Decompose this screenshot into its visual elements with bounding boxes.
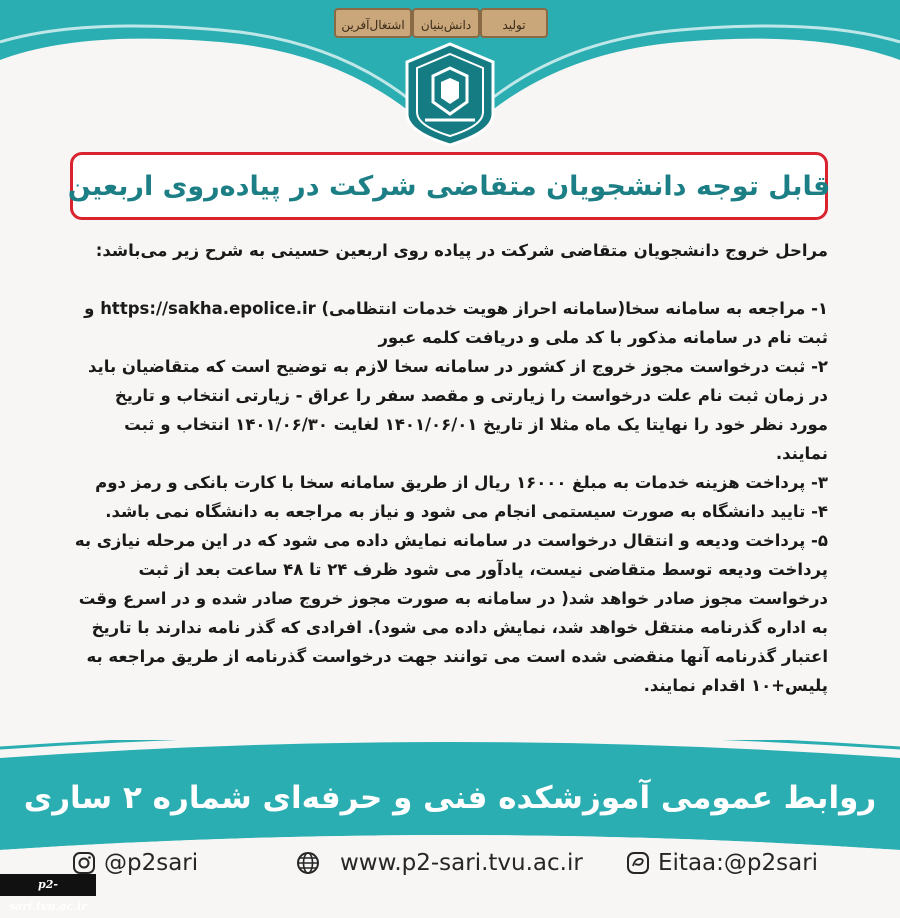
- intro-text: مراحل خروج دانشجویان متقاضی شرکت در پیاده روی اربعین حسینی به شرح زیر می‌باشد:: [95, 241, 828, 260]
- header-tag-production: تولید: [480, 8, 548, 38]
- step-2: ۲- ثبت درخواست مجوز خروج از کشور در سامانه سخا لازم به توضیح است که متقاضیان باید در زمان ثبت نام علت درخواست را زیارتی و مقصد سفر را عراق - زیارتی انتخاب و تاریخ مورد نظر خود را نهایتا یک ماه مثلا از تاریخ ۱۴۰۱/۰۶/۰۱ لغایت ۱۴۰۱/۰۶/۳۰ انتخاب و ثبت نمایند.: [88, 357, 828, 463]
- globe-icon: [296, 851, 320, 875]
- step-1-line-1: ۱- مراجعه به سامانه سخا(سامانه احراز هویت خدمات انتظامی) https://sakha.epolice.ir و: [84, 299, 828, 318]
- footer-title: روابط عمومی آموزشکده فنی و حرفه‌ای شماره ۲ ساری: [23, 780, 877, 816]
- announcement-title-box: [67, 152, 831, 220]
- announcement-body: [72, 236, 828, 700]
- step-5: ۵- پرداخت ودیعه و انتقال درخواست در سامانه نمایش داده می شود که در این مرحله نیازی به پرداخت ودیعه توسط متقاضی نیست، یادآور می شود ظرف ۲۴ تا ۴۸ ساعت بعد از ثبت درخواست مجوز صادر خواهد شد( در سامانه به صورت مجوز خروج صادر شده و در اسرع وقت به اداره گذرنامه منتقل خواهد شد، نمایش داده می شود). افرادی که گذر نامه ندارند با تاریخ اعتبار گذرنامه آنها منقضی شده است می توانند جهت درخواست گذرنامه از طریق مراجعه به پلیس+۱۰ اقدام نمایند.: [74, 531, 828, 695]
- website-contact[interactable]: [296, 846, 583, 880]
- step-4: ۴- تایید دانشگاه به صورت سیستمی انجام می شود و نیاز به مراجعه به دانشگاه نمی باشد.: [105, 502, 828, 521]
- eitaa-contact[interactable]: [626, 846, 818, 880]
- instagram-handle: @p2sari: [104, 850, 199, 876]
- eitaa-handle: Eitaa:@p2sari: [658, 850, 819, 876]
- header-tag-knowledge-based: دانش‌بنیان: [412, 8, 480, 38]
- header-tag-employment: اشتغال‌آفرین: [334, 8, 412, 38]
- step-1-line-2: ثبت نام در سامانه مذکور با کد ملی و دریافت کلمه عبور: [378, 328, 828, 347]
- eitaa-icon: [626, 851, 650, 875]
- site-watermark: p2-sari.tvu.ac.ir: [0, 874, 96, 896]
- announcement-title: قابل توجه دانشجویان متقاضی شرکت در پیاده‌روی اربعین: [67, 170, 831, 202]
- instagram-icon: [72, 851, 96, 875]
- website-url: www.p2-sari.tvu.ac.ir: [340, 850, 583, 876]
- step-3: ۳- پرداخت هزینه خدمات به مبلغ ۱۶۰۰۰ ریال از طریق سامانه سخا با کارت بانکی و رمز دوم: [95, 473, 828, 492]
- university-logo: [403, 42, 497, 147]
